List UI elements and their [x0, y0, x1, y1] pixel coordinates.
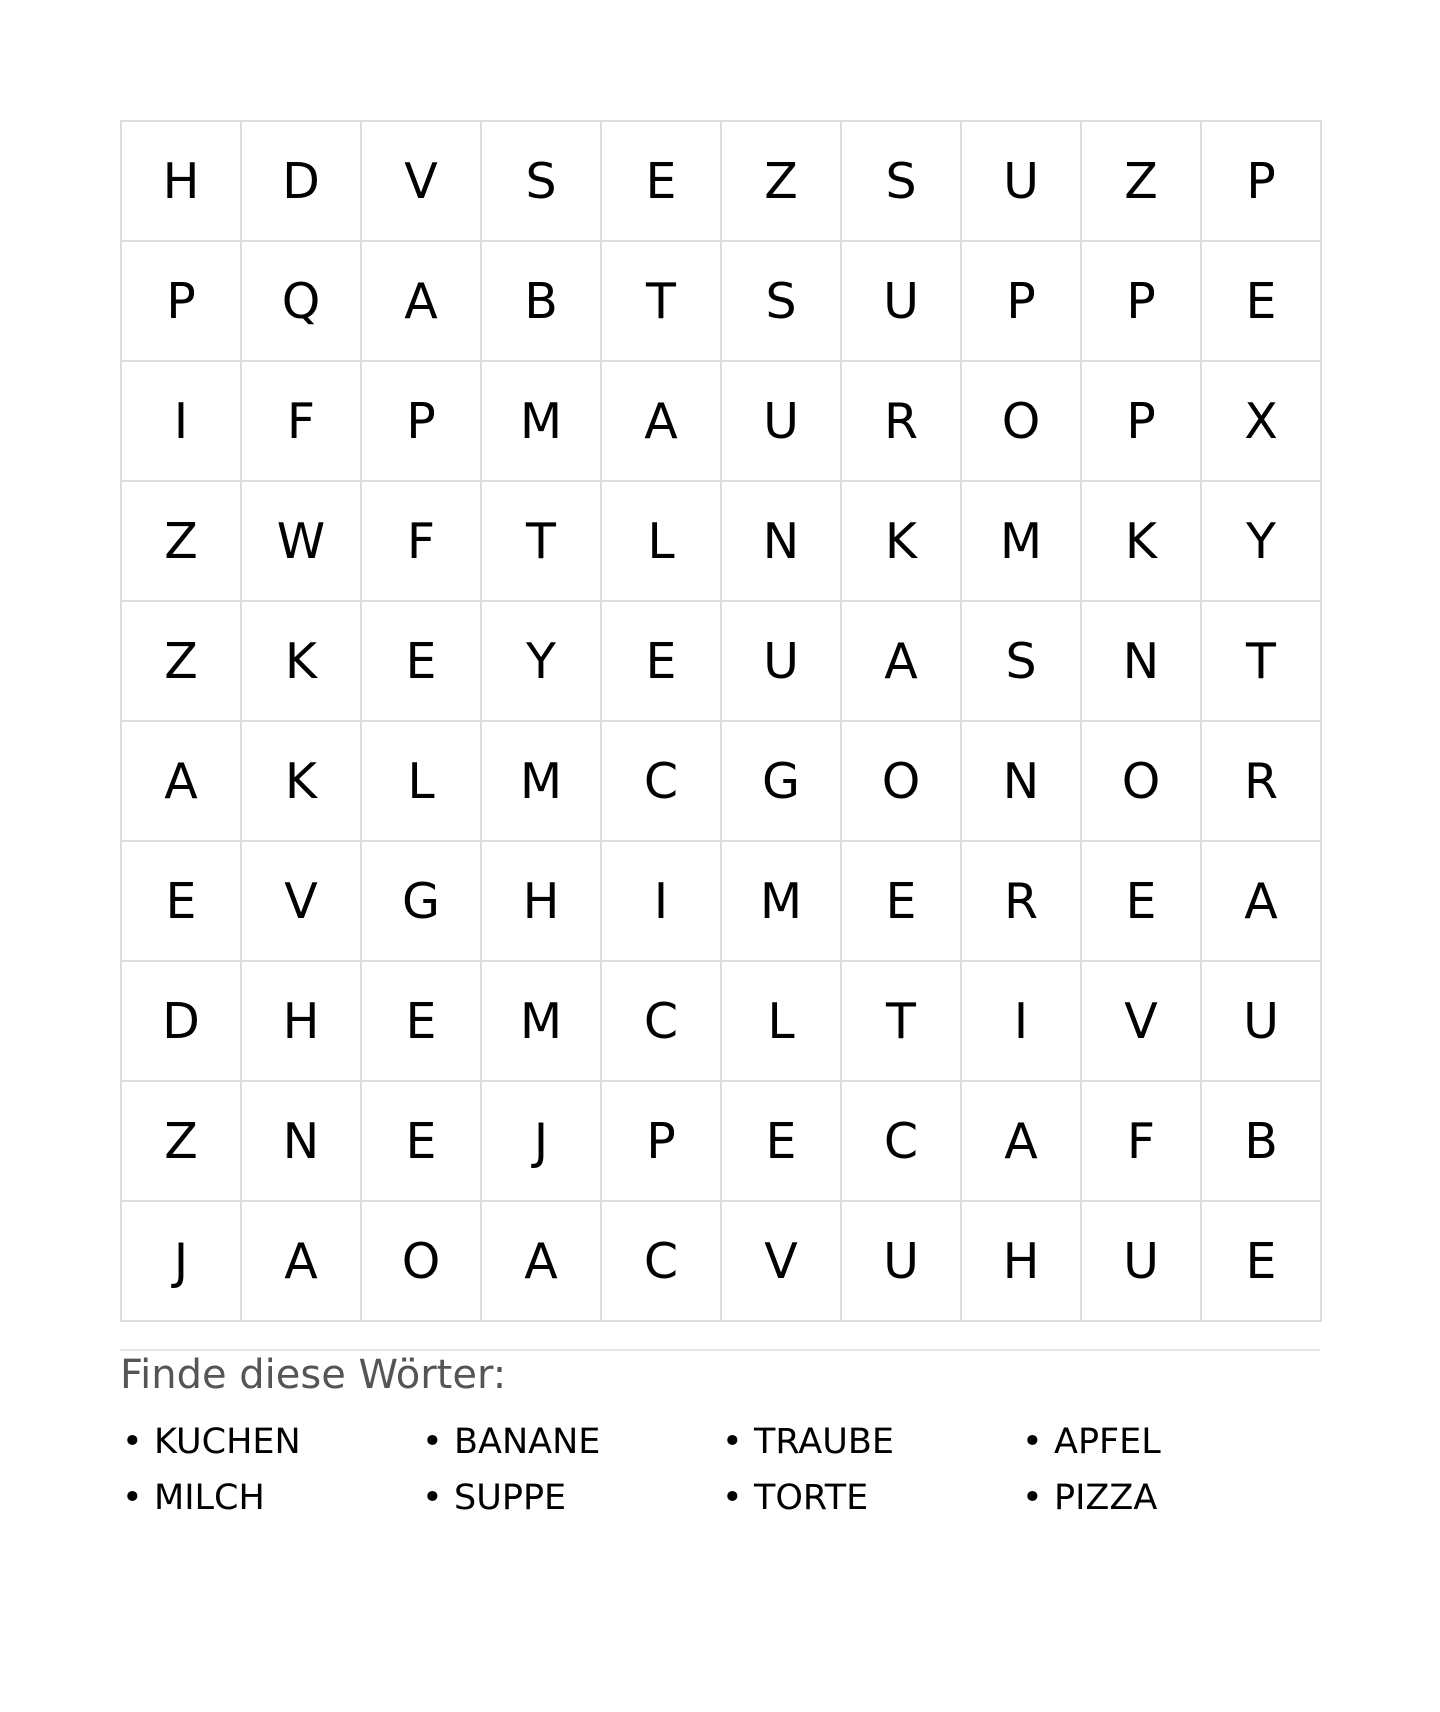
grid-cell[interactable]: E: [1202, 1202, 1322, 1322]
grid-cell[interactable]: E: [602, 122, 722, 242]
grid-cell[interactable]: E: [362, 962, 482, 1082]
word-list-item: [1020, 1476, 1320, 1520]
grid-cell[interactable]: Q: [242, 242, 362, 362]
letter-grid: [120, 120, 1322, 1322]
grid-cell[interactable]: V: [362, 122, 482, 242]
grid-cell[interactable]: O: [1082, 722, 1202, 842]
grid-cell[interactable]: K: [242, 602, 362, 722]
grid-cell[interactable]: B: [482, 242, 602, 362]
grid-cell[interactable]: W: [242, 482, 362, 602]
grid-cell[interactable]: U: [962, 122, 1082, 242]
grid-cell[interactable]: F: [242, 362, 362, 482]
grid-cell[interactable]: Z: [122, 602, 242, 722]
grid-cell[interactable]: D: [242, 122, 362, 242]
grid-cell[interactable]: C: [602, 722, 722, 842]
grid-cell[interactable]: P: [362, 362, 482, 482]
grid-cell[interactable]: E: [362, 1082, 482, 1202]
grid-cell[interactable]: P: [122, 242, 242, 362]
grid-cell[interactable]: M: [482, 722, 602, 842]
bullet-icon: •: [722, 1478, 743, 1518]
grid-cell[interactable]: P: [1082, 362, 1202, 482]
grid-cell[interactable]: M: [722, 842, 842, 962]
grid-cell[interactable]: K: [242, 722, 362, 842]
grid-cell[interactable]: S: [482, 122, 602, 242]
grid-cell[interactable]: B: [1202, 1082, 1322, 1202]
word-list-item: [720, 1420, 1020, 1464]
grid-cell[interactable]: H: [242, 962, 362, 1082]
instruction-text: Finde diese Wörter:: [120, 1352, 507, 1398]
divider: [120, 1349, 1320, 1351]
grid-cell[interactable]: N: [242, 1082, 362, 1202]
word-list: [120, 1420, 1320, 1520]
grid-cell[interactable]: A: [482, 1202, 602, 1322]
grid-cell[interactable]: E: [1082, 842, 1202, 962]
grid-cell[interactable]: A: [1202, 842, 1322, 962]
grid-cell[interactable]: N: [962, 722, 1082, 842]
word-label: BANANE: [454, 1422, 601, 1462]
grid-cell[interactable]: A: [842, 602, 962, 722]
grid-cell[interactable]: Y: [482, 602, 602, 722]
bullet-icon: •: [722, 1422, 743, 1462]
word-label: KUCHEN: [154, 1422, 301, 1462]
grid-cell[interactable]: R: [1202, 722, 1322, 842]
grid-cell[interactable]: L: [362, 722, 482, 842]
bullet-icon: •: [1022, 1422, 1043, 1462]
word-label: MILCH: [154, 1478, 265, 1518]
grid-cell[interactable]: L: [722, 962, 842, 1082]
grid-cell[interactable]: A: [362, 242, 482, 362]
grid-cell[interactable]: U: [1202, 962, 1322, 1082]
grid-cell[interactable]: H: [962, 1202, 1082, 1322]
grid-cell[interactable]: O: [962, 362, 1082, 482]
word-list-item: [120, 1420, 420, 1464]
word-label: APFEL: [1054, 1422, 1161, 1462]
grid-cell[interactable]: P: [1202, 122, 1322, 242]
word-label: TRAUBE: [754, 1422, 894, 1462]
grid-cell[interactable]: U: [1082, 1202, 1202, 1322]
grid-cell[interactable]: U: [842, 242, 962, 362]
grid-cell[interactable]: T: [602, 242, 722, 362]
grid-cell[interactable]: G: [362, 842, 482, 962]
grid-cell[interactable]: E: [602, 602, 722, 722]
bullet-icon: •: [122, 1422, 143, 1462]
grid-cell[interactable]: K: [1082, 482, 1202, 602]
grid-cell[interactable]: V: [722, 1202, 842, 1322]
grid-cell[interactable]: G: [722, 722, 842, 842]
grid-cell[interactable]: O: [362, 1202, 482, 1322]
grid-cell[interactable]: F: [362, 482, 482, 602]
grid-cell[interactable]: Z: [122, 482, 242, 602]
grid-cell[interactable]: C: [842, 1082, 962, 1202]
grid-cell[interactable]: P: [602, 1082, 722, 1202]
grid-cell[interactable]: T: [1202, 602, 1322, 722]
grid-cell[interactable]: E: [362, 602, 482, 722]
grid-cell[interactable]: A: [602, 362, 722, 482]
grid-cell[interactable]: E: [1202, 242, 1322, 362]
bullet-icon: •: [1022, 1478, 1043, 1518]
grid-cell[interactable]: T: [842, 962, 962, 1082]
grid-cell[interactable]: A: [242, 1202, 362, 1322]
grid-cell[interactable]: T: [482, 482, 602, 602]
grid-cell[interactable]: M: [482, 962, 602, 1082]
grid-cell[interactable]: A: [122, 722, 242, 842]
word-list-item: [420, 1476, 720, 1520]
grid-cell[interactable]: P: [1082, 242, 1202, 362]
grid-cell[interactable]: V: [242, 842, 362, 962]
word-list-item: [720, 1476, 1020, 1520]
grid-cell[interactable]: M: [962, 482, 1082, 602]
grid-cell[interactable]: L: [602, 482, 722, 602]
grid-cell[interactable]: E: [122, 842, 242, 962]
grid-cell[interactable]: R: [842, 362, 962, 482]
word-list-item: [120, 1476, 420, 1520]
word-label: PIZZA: [1054, 1478, 1158, 1518]
grid-cell[interactable]: R: [962, 842, 1082, 962]
bullet-icon: •: [122, 1478, 143, 1518]
grid-cell[interactable]: V: [1082, 962, 1202, 1082]
grid-cell[interactable]: X: [1202, 362, 1322, 482]
word-list-item: [420, 1420, 720, 1464]
grid-cell[interactable]: S: [962, 602, 1082, 722]
grid-cell[interactable]: S: [842, 122, 962, 242]
grid-cell[interactable]: N: [722, 482, 842, 602]
grid-cell[interactable]: U: [722, 602, 842, 722]
grid-cell[interactable]: I: [122, 362, 242, 482]
grid-cell[interactable]: Y: [1202, 482, 1322, 602]
grid-cell[interactable]: I: [962, 962, 1082, 1082]
grid-cell[interactable]: D: [122, 962, 242, 1082]
grid-cell[interactable]: C: [602, 1202, 722, 1322]
grid-cell[interactable]: U: [842, 1202, 962, 1322]
grid-cell[interactable]: S: [722, 242, 842, 362]
grid-cell[interactable]: F: [1082, 1082, 1202, 1202]
word-label: SUPPE: [454, 1478, 567, 1518]
grid-cell[interactable]: O: [842, 722, 962, 842]
grid-cell[interactable]: A: [962, 1082, 1082, 1202]
grid-cell[interactable]: Z: [122, 1082, 242, 1202]
grid-cell[interactable]: U: [722, 362, 842, 482]
grid-cell[interactable]: Z: [1082, 122, 1202, 242]
grid-cell[interactable]: N: [1082, 602, 1202, 722]
grid-cell[interactable]: C: [602, 962, 722, 1082]
grid-cell[interactable]: H: [482, 842, 602, 962]
grid-cell[interactable]: E: [842, 842, 962, 962]
word-label: TORTE: [754, 1478, 869, 1518]
grid-cell[interactable]: K: [842, 482, 962, 602]
grid-cell[interactable]: M: [482, 362, 602, 482]
grid-cell[interactable]: Z: [722, 122, 842, 242]
bullet-icon: •: [422, 1422, 443, 1462]
bullet-icon: •: [422, 1478, 443, 1518]
grid-cell[interactable]: P: [962, 242, 1082, 362]
grid-cell[interactable]: J: [122, 1202, 242, 1322]
grid-cell[interactable]: J: [482, 1082, 602, 1202]
word-list-item: [1020, 1420, 1320, 1464]
word-search-puzzle: [120, 120, 1320, 1518]
grid-cell[interactable]: H: [122, 122, 242, 242]
grid-cell[interactable]: I: [602, 842, 722, 962]
grid-cell[interactable]: E: [722, 1082, 842, 1202]
